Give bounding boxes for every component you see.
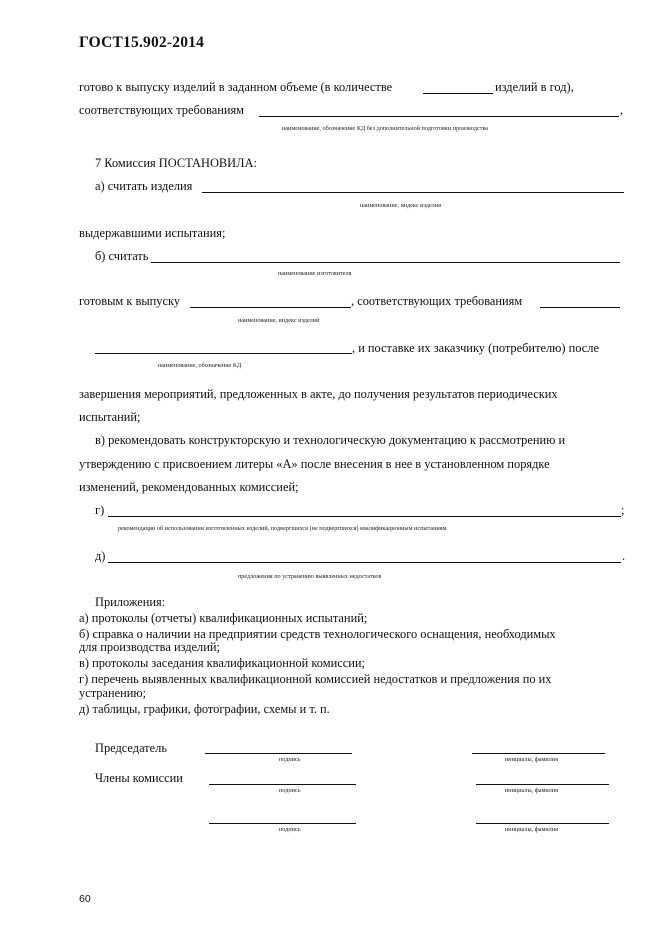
field-caption: предложения по устранению выявленных недостатков [238,573,382,580]
text-line: готово к выпуску изделий в заданном объеме (в количестве [79,80,393,94]
signature-caption: подпись [279,756,301,763]
signature-line [205,753,352,754]
requirements-blank-2 [540,307,620,308]
text-line: изменений, рекомендованных комиссией; [79,480,299,494]
document-header: ГОСТ15.902-2014 [79,34,205,51]
text-line: изделий в год), [495,80,574,94]
text-line: , соответствующих требованиям [351,294,523,308]
initials-caption: инициалы, фамилия [505,787,558,794]
field-caption: рекомендации об использовании изготовленных изделий, подвергшихся (не подвергшихся) квалификационным испытаниям [118,525,447,532]
item-label: д) [95,549,106,563]
field-caption: наименование, обозначение КД без дополнительной подготовки производства [282,125,489,132]
signature-line [209,784,356,785]
proposals-blank [108,562,621,563]
manufacturer-blank [151,262,620,263]
item-label: б) считать [95,249,149,263]
text-line: готовым к выпуску [79,294,181,308]
attachment-item: д) таблицы, графики, фотографии, схемы и т. п. [79,702,330,716]
text-line: завершения мероприятий, предложенных в акте, до получения результатов периодических [79,387,558,401]
signature-caption: подпись [279,787,301,794]
initials-line [476,823,609,824]
requirements-blank [259,116,619,117]
product-blank [202,192,624,193]
text-line: выдержавшими испытания; [79,226,226,240]
field-caption: наименование, индекс изделий [238,317,320,324]
attachments-title: Приложения: [95,595,166,609]
initials-caption: инициалы, фамилия [505,826,558,833]
attachment-item: для производства изделий; [79,640,220,654]
quantity-blank [423,93,493,94]
text-line: , и поставке их заказчику (потребителю) после [352,341,599,355]
field-caption: наименование изготовителя [278,270,352,277]
text-punct: , [620,103,624,117]
recommendations-blank [108,516,621,517]
members-label: Члены комиссии [95,771,183,785]
attachment-item: б) справка о наличии на предприятии средств технологического оснащения, необходимых [79,627,556,641]
signature-caption: подпись [279,826,301,833]
signature-line [209,823,356,824]
text-line: утверждению с присвоением литеры «А» после внесения в нее в установленном порядке [79,457,550,471]
attachment-item: г) перечень выявленных квалификационной комиссией недостатков и предложения по их [79,672,552,686]
item-label: а) считать изделия [95,179,193,193]
text-line: соответствующих требованиям [79,103,244,117]
section-heading: 7 Комиссия ПОСТАНОВИЛА: [95,156,257,170]
text-punct: . [622,549,626,563]
attachment-item: в) протоколы заседания квалификационной комиссии; [79,656,365,670]
attachment-item: устранению; [79,686,147,700]
chairman-label: Председатель [95,741,168,755]
field-caption: наименование, индекс изделия [360,202,441,209]
text-line: в) рекомендовать конструкторскую и технологическую документацию к рассмотрению и [95,433,566,447]
initials-line [472,753,605,754]
page-number: 60 [79,893,91,905]
initials-caption: инициалы, фамилия [505,756,558,763]
attachment-item: а) протоколы (отчеты) квалификационных испытаний; [79,611,368,625]
products-blank [190,307,351,308]
design-doc-blank [95,353,352,354]
text-punct: ; [621,503,625,517]
field-caption: наименование, обозначение КД [158,362,242,369]
item-label: г) [95,503,105,517]
text-line: испытаний; [79,410,141,424]
initials-line [476,784,609,785]
